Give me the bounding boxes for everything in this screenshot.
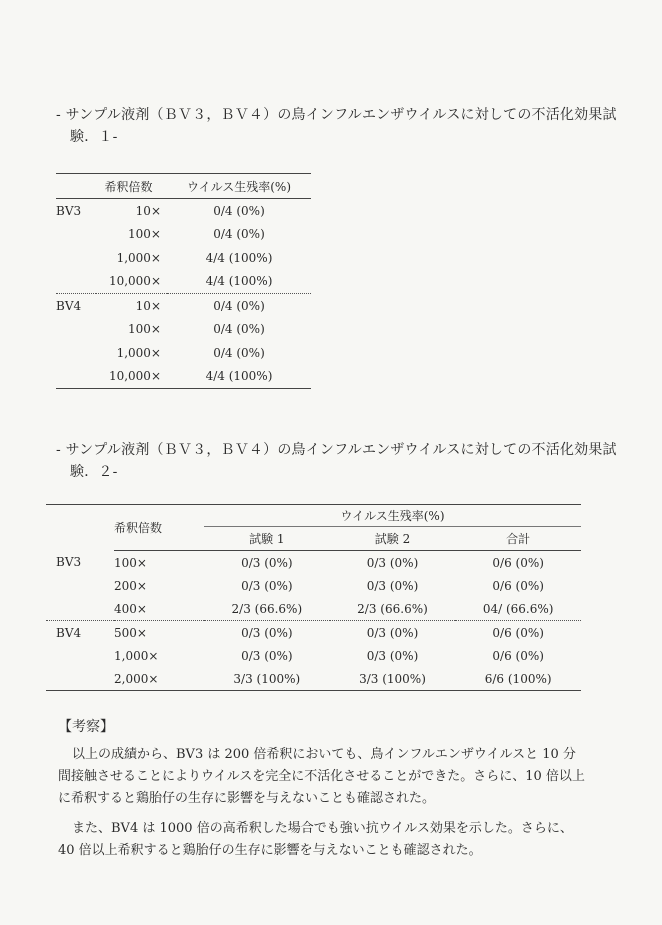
discussion-p2-line1: また、BV4 は 1000 倍の高希釈した場合でも強い抗ウイルス効果を示した。さらに、 bbox=[72, 821, 573, 836]
total-cell: 0/6 (0%) bbox=[492, 578, 544, 593]
group-label bbox=[56, 318, 96, 342]
group-label bbox=[56, 365, 96, 389]
table-row bbox=[46, 574, 581, 597]
group-label bbox=[56, 341, 96, 365]
total-cell: 0/6 (0%) bbox=[492, 555, 544, 570]
group-label: BV3 bbox=[56, 555, 82, 570]
group-label bbox=[46, 644, 114, 667]
total-cell: 6/6 (100%) bbox=[484, 671, 552, 686]
group-label bbox=[46, 597, 114, 621]
group-label bbox=[56, 223, 96, 247]
section1-title-line2: 験．１- bbox=[70, 129, 118, 145]
discussion-paragraph-2 bbox=[58, 818, 588, 862]
table-row bbox=[56, 270, 311, 294]
table-row bbox=[46, 644, 581, 667]
table1-header-dilution: 希釈倍数 bbox=[96, 174, 167, 199]
dilution-cell: 1,000× bbox=[114, 648, 159, 663]
table2-header-total: 合計 bbox=[455, 527, 581, 551]
table2-header-dilution: 希釈倍数 bbox=[114, 505, 204, 551]
discussion-p1-line3: に希釈すると鶏胎仔の生存に影響を与えないことも確認された。 bbox=[58, 791, 436, 806]
test1-cell: 0/3 (0%) bbox=[241, 578, 293, 593]
group-label bbox=[46, 667, 114, 691]
section1-title-line1: - サンプル液剤（ＢＶ３，ＢＶ４）の鳥インフルエンザウイルスに対しての不活化効果試 bbox=[56, 107, 617, 123]
table1-header-survival: ウイルス生残率(%) bbox=[167, 174, 311, 199]
section2-title-line2: 験．２- bbox=[70, 464, 118, 480]
total-cell: 04/ (66.6%) bbox=[482, 601, 554, 616]
table-row bbox=[46, 597, 581, 621]
results-table-2 bbox=[46, 504, 581, 691]
table-row bbox=[56, 199, 311, 223]
table1-header-group bbox=[56, 174, 96, 199]
table2-header-row-1 bbox=[46, 505, 581, 527]
dilution-cell: 1,000× bbox=[116, 345, 161, 360]
dilution-cell: 1,000× bbox=[116, 250, 161, 265]
test2-cell: 0/3 (0%) bbox=[330, 621, 456, 645]
section2-title-line1: - サンプル液剤（ＢＶ３，ＢＶ４）の鳥インフルエンザウイルスに対しての不活化効果試 bbox=[56, 442, 617, 458]
discussion-p2-line2: 40 倍以上希釈すると鶏胎仔の生存に影響を与えないことも確認された。 bbox=[58, 843, 482, 858]
dilution-cell: 200× bbox=[114, 578, 147, 593]
survival-cell: 0/4 (0%) bbox=[213, 227, 265, 242]
table-row bbox=[46, 551, 581, 575]
test1-cell: 3/3 (100%) bbox=[233, 671, 301, 686]
discussion-paragraph-1 bbox=[58, 744, 588, 810]
group-label bbox=[56, 246, 96, 270]
test2-cell: 3/3 (100%) bbox=[359, 671, 426, 686]
table2-header-survival: ウイルス生残率(%) bbox=[204, 505, 581, 527]
test1-cell: 0/3 (0%) bbox=[204, 621, 330, 645]
dilution-cell: 10× bbox=[96, 294, 167, 318]
dilution-cell: 100× bbox=[114, 555, 147, 570]
table-row bbox=[56, 341, 311, 365]
test2-cell: 0/3 (0%) bbox=[366, 648, 419, 663]
test1-cell: 2/3 (66.6%) bbox=[231, 601, 303, 616]
results-table-1 bbox=[56, 173, 311, 389]
table-row bbox=[56, 318, 311, 342]
group-label: BV4 bbox=[56, 294, 96, 318]
survival-cell: 0/4 (0%) bbox=[167, 294, 311, 318]
group-label: BV4 bbox=[46, 621, 114, 645]
survival-cell: 0/4 (0%) bbox=[213, 203, 265, 218]
table1-header-row bbox=[56, 174, 311, 199]
discussion-heading: 【考察】 bbox=[58, 719, 114, 735]
survival-cell: 4/4 (100%) bbox=[205, 250, 273, 265]
table2-header-test2: 試験 2 bbox=[330, 527, 456, 551]
group-label bbox=[56, 270, 96, 294]
table-row bbox=[56, 223, 311, 247]
dilution-cell: 100× bbox=[128, 227, 161, 242]
table-row bbox=[56, 294, 311, 318]
table-row bbox=[56, 365, 311, 389]
discussion-p1-line1: 以上の成績から、BV3 は 200 倍希釈においても、鳥インフルエンザウイルスと 10 分 bbox=[72, 747, 576, 762]
test2-cell: 0/3 (0%) bbox=[366, 578, 419, 593]
test1-cell: 0/3 (0%) bbox=[241, 555, 293, 570]
group-label: BV3 bbox=[56, 203, 82, 218]
dilution-cell: 400× bbox=[114, 601, 147, 616]
test2-cell: 2/3 (66.6%) bbox=[357, 601, 428, 616]
survival-cell: 4/4 (100%) bbox=[205, 274, 273, 289]
section2-title bbox=[56, 439, 617, 483]
table2-header-test1: 試験 1 bbox=[204, 527, 330, 551]
dilution-cell: 10,000× bbox=[108, 369, 161, 384]
table2-header-group bbox=[46, 505, 114, 551]
section1-title bbox=[56, 104, 617, 148]
table-row bbox=[46, 621, 581, 645]
dilution-cell: 10× bbox=[135, 203, 161, 218]
dilution-cell: 2,000× bbox=[114, 671, 159, 686]
survival-cell: 0/4 (0%) bbox=[213, 345, 265, 360]
group-label bbox=[46, 574, 114, 597]
dilution-cell: 10,000× bbox=[108, 274, 161, 289]
test2-cell: 0/3 (0%) bbox=[366, 555, 419, 570]
total-cell: 0/6 (0%) bbox=[455, 621, 581, 645]
table-row bbox=[46, 667, 581, 691]
survival-cell: 0/4 (0%) bbox=[213, 322, 265, 337]
discussion-p1-line2: 間接触させることによりウイルスを完全に不活化させることができた。さらに、10 倍以上 bbox=[58, 769, 585, 784]
test1-cell: 0/3 (0%) bbox=[241, 648, 293, 663]
survival-cell: 4/4 (100%) bbox=[205, 369, 273, 384]
dilution-cell: 100× bbox=[128, 322, 161, 337]
dilution-cell: 500× bbox=[114, 621, 204, 645]
total-cell: 0/6 (0%) bbox=[492, 648, 544, 663]
table-row bbox=[56, 246, 311, 270]
